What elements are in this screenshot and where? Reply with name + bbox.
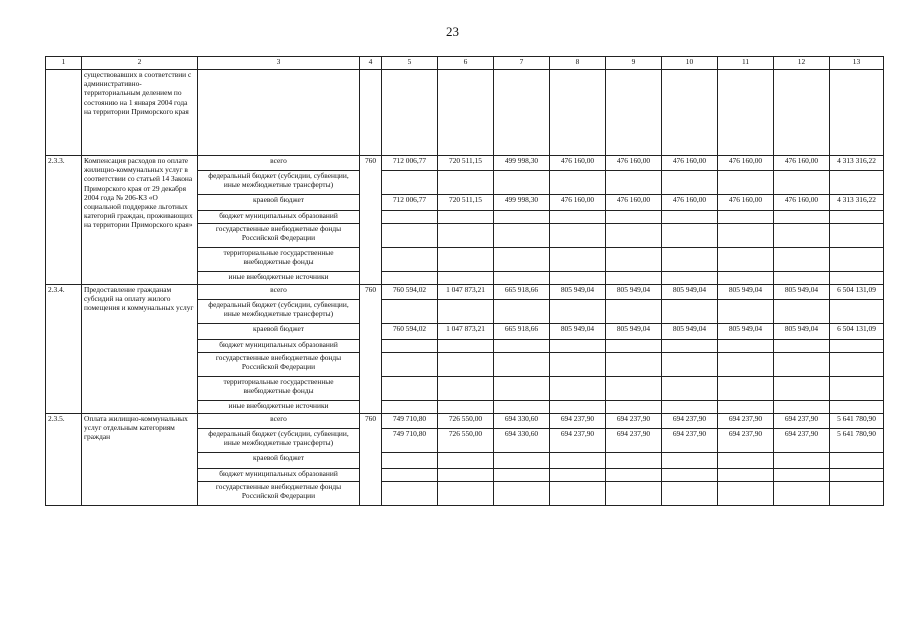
amount-cell — [382, 224, 438, 248]
table-cell — [830, 70, 884, 156]
amount-cell — [438, 482, 494, 506]
amount-cell — [830, 340, 884, 353]
amount-cell — [438, 248, 494, 272]
amount-cell — [606, 353, 662, 377]
amount-cell: 694 237,90 — [662, 429, 718, 453]
funding-source: федеральный бюджет (субсидии, субвенции, иные межбюджетные трансферты) — [198, 300, 360, 324]
amount-cell — [382, 453, 438, 469]
amount-cell: 720 511,15 — [438, 195, 494, 211]
budget-table — [45, 56, 884, 506]
item-code: 760 — [360, 156, 382, 285]
amount-cell — [382, 248, 438, 272]
column-header: 4 — [360, 57, 382, 70]
amount-cell — [718, 453, 774, 469]
amount-cell — [550, 353, 606, 377]
amount-cell: 1 047 873,21 — [438, 324, 494, 340]
amount-cell — [382, 353, 438, 377]
amount-cell — [494, 482, 550, 506]
funding-source: всего — [198, 285, 360, 300]
table-row — [46, 414, 884, 429]
amount-cell — [830, 377, 884, 401]
amount-cell — [550, 401, 606, 414]
amount-cell — [830, 353, 884, 377]
amount-cell — [438, 377, 494, 401]
amount-cell: 805 949,04 — [774, 285, 830, 300]
amount-cell — [550, 224, 606, 248]
amount-cell: 726 550,00 — [438, 414, 494, 429]
funding-source: всего — [198, 414, 360, 429]
column-header: 10 — [662, 57, 718, 70]
amount-cell — [550, 340, 606, 353]
funding-source: краевой бюджет — [198, 324, 360, 340]
amount-cell — [774, 171, 830, 195]
amount-cell — [550, 453, 606, 469]
amount-cell — [830, 453, 884, 469]
amount-cell — [662, 248, 718, 272]
amount-cell: 760 594,02 — [382, 324, 438, 340]
amount-cell — [662, 272, 718, 285]
item-code: 760 — [360, 285, 382, 414]
amount-cell — [774, 272, 830, 285]
amount-cell: 694 237,90 — [774, 414, 830, 429]
table-cell — [718, 70, 774, 156]
amount-cell — [718, 300, 774, 324]
amount-cell — [718, 171, 774, 195]
funding-source: федеральный бюджет (субсидии, субвенции, иные межбюджетные трансферты) — [198, 429, 360, 453]
funding-source: всего — [198, 156, 360, 171]
amount-cell — [662, 469, 718, 482]
amount-cell: 476 160,00 — [718, 156, 774, 171]
amount-cell — [774, 224, 830, 248]
amount-cell — [830, 300, 884, 324]
column-header: 6 — [438, 57, 494, 70]
amount-cell — [606, 482, 662, 506]
table-cell — [774, 70, 830, 156]
table-row — [46, 156, 884, 171]
amount-cell: 4 313 316,22 — [830, 195, 884, 211]
amount-cell — [494, 171, 550, 195]
amount-cell — [830, 211, 884, 224]
continuation-row — [46, 70, 884, 156]
amount-cell: 5 641 780,90 — [830, 429, 884, 453]
amount-cell: 476 160,00 — [606, 156, 662, 171]
amount-cell: 694 237,90 — [718, 414, 774, 429]
amount-cell — [718, 272, 774, 285]
amount-cell — [494, 224, 550, 248]
amount-cell: 476 160,00 — [774, 156, 830, 171]
amount-cell — [438, 171, 494, 195]
amount-cell — [774, 401, 830, 414]
table-cell — [550, 70, 606, 156]
amount-cell: 805 949,04 — [550, 324, 606, 340]
amount-cell — [382, 482, 438, 506]
amount-cell — [494, 300, 550, 324]
amount-cell — [718, 340, 774, 353]
funding-source: государственные внебюджетные фонды Российской Федерации — [198, 224, 360, 248]
amount-cell — [382, 211, 438, 224]
amount-cell — [774, 248, 830, 272]
amount-cell — [550, 248, 606, 272]
amount-cell — [382, 340, 438, 353]
amount-cell — [830, 171, 884, 195]
amount-cell — [550, 211, 606, 224]
amount-cell — [662, 300, 718, 324]
amount-cell: 476 160,00 — [718, 195, 774, 211]
amount-cell: 805 949,04 — [662, 324, 718, 340]
amount-cell: 476 160,00 — [550, 156, 606, 171]
column-header: 7 — [494, 57, 550, 70]
amount-cell — [438, 272, 494, 285]
amount-cell — [718, 401, 774, 414]
amount-cell — [830, 248, 884, 272]
continuation-description: существовавших в соответствии с административно-территориальным делением по состоянию на 1 января 2004 года на территории Приморского края — [82, 70, 198, 156]
amount-cell — [438, 401, 494, 414]
amount-cell — [606, 272, 662, 285]
amount-cell: 4 313 316,22 — [830, 156, 884, 171]
amount-cell: 694 237,90 — [606, 429, 662, 453]
amount-cell — [774, 453, 830, 469]
amount-cell — [718, 469, 774, 482]
amount-cell — [662, 401, 718, 414]
column-header: 9 — [606, 57, 662, 70]
amount-cell — [830, 482, 884, 506]
amount-cell: 760 594,02 — [382, 285, 438, 300]
amount-cell — [550, 469, 606, 482]
amount-cell: 805 949,04 — [718, 285, 774, 300]
amount-cell — [438, 224, 494, 248]
amount-cell: 694 330,60 — [494, 429, 550, 453]
amount-cell — [606, 211, 662, 224]
amount-cell — [718, 482, 774, 506]
column-header: 13 — [830, 57, 884, 70]
amount-cell — [382, 171, 438, 195]
amount-cell: 499 998,30 — [494, 195, 550, 211]
amount-cell: 805 949,04 — [774, 324, 830, 340]
item-description: Предоставление гражданам субсидий на оплату жилого помещения и коммунальных услуг — [82, 285, 198, 414]
page-number: 23 — [446, 24, 459, 39]
table-cell — [494, 70, 550, 156]
funding-source: иные внебюджетные источники — [198, 401, 360, 414]
amount-cell — [830, 401, 884, 414]
amount-cell — [774, 482, 830, 506]
amount-cell — [606, 171, 662, 195]
table-cell — [360, 70, 382, 156]
table-cell — [382, 70, 438, 156]
amount-cell — [382, 469, 438, 482]
amount-cell — [718, 224, 774, 248]
funding-source: бюджет муниципальных образований — [198, 469, 360, 482]
amount-cell — [606, 453, 662, 469]
amount-cell: 694 237,90 — [550, 429, 606, 453]
column-header: 8 — [550, 57, 606, 70]
amount-cell — [662, 211, 718, 224]
funding-source: бюджет муниципальных образований — [198, 211, 360, 224]
amount-cell — [550, 300, 606, 324]
amount-cell — [438, 353, 494, 377]
amount-cell — [494, 272, 550, 285]
amount-cell — [494, 340, 550, 353]
amount-cell — [662, 482, 718, 506]
amount-cell: 499 998,30 — [494, 156, 550, 171]
amount-cell — [606, 340, 662, 353]
item-description: Оплата жилищно-коммунальных услуг отдельным категориям граждан — [82, 414, 198, 506]
table-cell — [46, 70, 82, 156]
amount-cell: 726 550,00 — [438, 429, 494, 453]
amount-cell: 805 949,04 — [718, 324, 774, 340]
item-description: Компенсация расходов по оплате жилищно-коммунальных услуг в соответствии со статьей 14 Закона Приморского края от 29 декабря 2004 года № 206-КЗ «О социальной поддержке льготных категорий граждан, проживающих на территории Приморского края» — [82, 156, 198, 285]
amount-cell — [438, 211, 494, 224]
amount-cell — [774, 469, 830, 482]
amount-cell — [382, 300, 438, 324]
amount-cell: 749 710,80 — [382, 429, 438, 453]
amount-cell — [382, 401, 438, 414]
column-header: 12 — [774, 57, 830, 70]
amount-cell: 694 237,90 — [718, 429, 774, 453]
amount-cell — [494, 469, 550, 482]
amount-cell — [774, 340, 830, 353]
amount-cell — [830, 272, 884, 285]
amount-cell: 694 237,90 — [606, 414, 662, 429]
amount-cell — [438, 340, 494, 353]
column-header: 11 — [718, 57, 774, 70]
amount-cell: 476 160,00 — [662, 156, 718, 171]
funding-source: государственные внебюджетные фонды Российской Федерации — [198, 482, 360, 506]
amount-cell: 805 949,04 — [662, 285, 718, 300]
amount-cell — [718, 377, 774, 401]
funding-source: иные внебюджетные источники — [198, 272, 360, 285]
item-number: 2.3.5. — [46, 414, 82, 506]
amount-cell — [662, 377, 718, 401]
funding-source: бюджет муниципальных образований — [198, 340, 360, 353]
amount-cell — [382, 272, 438, 285]
amount-cell — [550, 377, 606, 401]
amount-cell — [774, 300, 830, 324]
amount-cell: 6 504 131,09 — [830, 324, 884, 340]
amount-cell — [550, 171, 606, 195]
amount-cell — [606, 401, 662, 414]
column-header: 1 — [46, 57, 82, 70]
column-header: 3 — [198, 57, 360, 70]
funding-source: территориальные государственные внебюджетные фонды — [198, 248, 360, 272]
amount-cell — [662, 171, 718, 195]
amount-cell: 694 237,90 — [550, 414, 606, 429]
amount-cell: 476 160,00 — [550, 195, 606, 211]
amount-cell — [718, 353, 774, 377]
amount-cell: 720 511,15 — [438, 156, 494, 171]
amount-cell — [662, 453, 718, 469]
amount-cell — [494, 353, 550, 377]
amount-cell — [830, 224, 884, 248]
amount-cell: 805 949,04 — [606, 324, 662, 340]
amount-cell: 476 160,00 — [606, 195, 662, 211]
amount-cell — [662, 224, 718, 248]
table-cell — [198, 70, 360, 156]
funding-source: территориальные государственные внебюджетные фонды — [198, 377, 360, 401]
amount-cell — [662, 340, 718, 353]
amount-cell — [550, 482, 606, 506]
amount-cell: 665 918,66 — [494, 324, 550, 340]
amount-cell — [774, 377, 830, 401]
amount-cell — [718, 248, 774, 272]
amount-cell: 1 047 873,21 — [438, 285, 494, 300]
table-cell — [606, 70, 662, 156]
amount-cell — [606, 224, 662, 248]
amount-cell — [606, 469, 662, 482]
amount-cell — [494, 377, 550, 401]
column-header: 2 — [82, 57, 198, 70]
amount-cell — [550, 272, 606, 285]
amount-cell — [494, 211, 550, 224]
amount-cell: 5 641 780,90 — [830, 414, 884, 429]
amount-cell: 476 160,00 — [774, 195, 830, 211]
amount-cell — [438, 469, 494, 482]
column-header: 5 — [382, 57, 438, 70]
table-row — [46, 285, 884, 300]
item-code: 760 — [360, 414, 382, 506]
amount-cell: 712 006,77 — [382, 156, 438, 171]
funding-source: федеральный бюджет (субсидии, субвенции, иные межбюджетные трансферты) — [198, 171, 360, 195]
amount-cell — [494, 453, 550, 469]
amount-cell — [606, 300, 662, 324]
item-number: 2.3.4. — [46, 285, 82, 414]
funding-source: краевой бюджет — [198, 195, 360, 211]
amount-cell: 694 237,90 — [662, 414, 718, 429]
amount-cell: 805 949,04 — [606, 285, 662, 300]
amount-cell — [718, 211, 774, 224]
amount-cell: 476 160,00 — [662, 195, 718, 211]
funding-source: краевой бюджет — [198, 453, 360, 469]
table-cell — [438, 70, 494, 156]
amount-cell — [438, 300, 494, 324]
amount-cell — [494, 401, 550, 414]
funding-source: государственные внебюджетные фонды Российской Федерации — [198, 353, 360, 377]
amount-cell: 805 949,04 — [550, 285, 606, 300]
amount-cell: 694 237,90 — [774, 429, 830, 453]
amount-cell — [382, 377, 438, 401]
amount-cell — [830, 469, 884, 482]
amount-cell: 6 504 131,09 — [830, 285, 884, 300]
header-row — [46, 57, 884, 70]
amount-cell — [774, 353, 830, 377]
amount-cell — [662, 353, 718, 377]
amount-cell: 712 006,77 — [382, 195, 438, 211]
amount-cell — [606, 377, 662, 401]
table-cell — [662, 70, 718, 156]
amount-cell — [606, 248, 662, 272]
amount-cell: 694 330,60 — [494, 414, 550, 429]
amount-cell — [774, 211, 830, 224]
amount-cell — [494, 248, 550, 272]
amount-cell: 749 710,80 — [382, 414, 438, 429]
amount-cell: 665 918,66 — [494, 285, 550, 300]
item-number: 2.3.3. — [46, 156, 82, 285]
amount-cell — [438, 453, 494, 469]
